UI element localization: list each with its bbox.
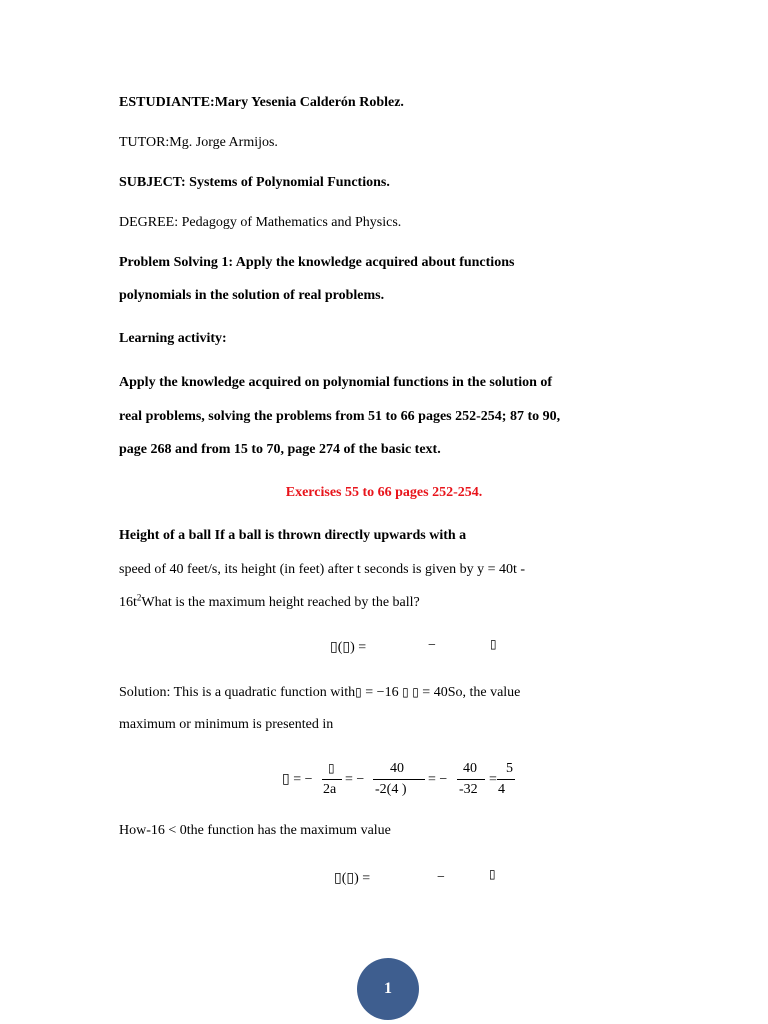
exercises-title: Exercises 55 to 66 pages 252-254.	[285, 485, 483, 500]
fraction-3-bar	[457, 779, 485, 780]
ball-problem-line-1: Height of a ball If a ball is thrown directly upwards with a	[119, 528, 467, 543]
fraction-2-numerator: 40	[390, 761, 404, 776]
fraction-2-denominator: -2(4 )	[375, 782, 407, 797]
equation-3-lhs: ▯(▯) =	[334, 871, 371, 886]
fraction-1-denominator: 2a	[323, 782, 337, 797]
fraction-3-denominator: -32	[459, 782, 478, 797]
degree-line: DEGREE: Pedagogy of Mathematics and Physics.	[119, 215, 402, 230]
subject-line	[119, 174, 390, 192]
ball-question: What is the maximum height reached by the ball?	[141, 595, 420, 610]
equals-minus-2: = −	[428, 772, 448, 787]
fraction-1-bar	[322, 779, 342, 780]
activity-line-2: real problems, solving the problems from 51 to 66 pages 252-254; 87 to 90,	[119, 409, 561, 424]
equation-1-minus: −	[428, 638, 436, 653]
equals-3: =	[489, 772, 497, 787]
subject-label: SUBJECT:	[119, 175, 186, 190]
fraction-4-bar	[497, 779, 515, 780]
fraction-2-bar	[373, 779, 425, 780]
solution-text-c: = 40So, the value	[418, 685, 521, 700]
ball-problem-line-3	[119, 594, 420, 612]
page-number-badge	[357, 958, 419, 1020]
solution-line-2: maximum or minimum is presented in	[119, 717, 334, 732]
fraction-4-numerator: 5	[506, 761, 513, 776]
activity-line-3: page 268 and from 15 to 70, page 274 of the basic text.	[119, 442, 441, 457]
ball-term: 16t	[119, 595, 137, 610]
subject-value: Systems of Polynomial Functions.	[185, 175, 390, 190]
problem-line-1: Problem Solving 1: Apply the knowledge acquired about functions	[119, 255, 515, 270]
fraction-4-denominator: 4	[498, 782, 505, 797]
equation-1-placeholder: ▯	[490, 637, 497, 651]
coef-b-symbol: ▯	[412, 685, 419, 699]
ball-exponent: 2	[136, 592, 142, 603]
equation-1-lhs: ▯(▯) =	[330, 640, 367, 655]
activity-line-1: Apply the knowledge acquired on polynomial functions in the solution of	[119, 375, 553, 390]
tutor-line: TUTOR:Mg. Jorge Armijos.	[119, 135, 278, 150]
vertex-lhs: ▯ = −	[282, 772, 313, 787]
conj-symbol: ▯	[402, 685, 409, 699]
equation-3-minus: −	[437, 870, 445, 885]
solution-line-1	[119, 683, 520, 702]
page-number: 1	[384, 980, 392, 997]
solution-text-b: = −16	[361, 685, 403, 700]
equation-3-placeholder: ▯	[489, 867, 496, 881]
equals-minus-1: = −	[345, 772, 365, 787]
fraction-1-numerator: ▯	[328, 761, 335, 775]
solution-text-a: Solution: This is a quadratic function with	[119, 685, 356, 700]
how-line: How-16 < 0the function has the maximum value	[119, 823, 391, 838]
coef-a-symbol: ▯	[355, 685, 362, 699]
ball-problem-line-2: speed of 40 feet/s, its height (in feet) after t seconds is given by y = 40t -	[119, 562, 526, 577]
fraction-3-numerator: 40	[463, 761, 477, 776]
student-name: ESTUDIANTE:Mary Yesenia Calderón Roblez.	[119, 95, 404, 110]
activity-heading: Learning activity:	[119, 331, 227, 346]
problem-line-2: polynomials in the solution of real problems.	[119, 288, 385, 303]
